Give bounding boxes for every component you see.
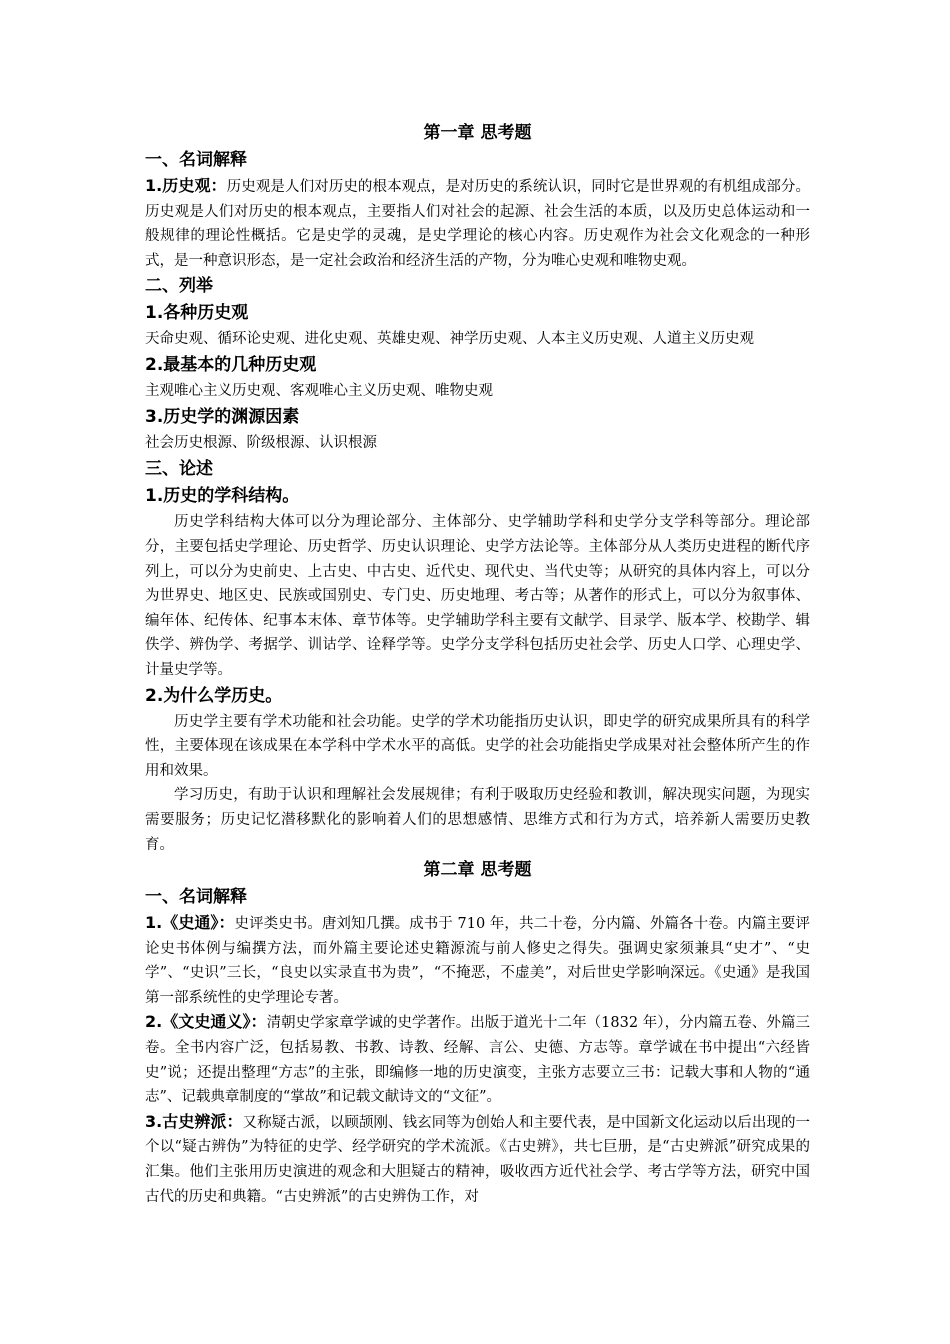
ch1-section-essay: 三、论述 (145, 459, 213, 480)
ch1-section-terms: 一、名词解释 (145, 150, 247, 170)
ch2-section-terms: 一、名词解释 (145, 887, 247, 908)
list-1-title: 1.各种历史观 (145, 303, 249, 324)
essay-1-paragraph: 历史学科结构大体可以分为理论部分、主体部分、史学辅助学科和史学分支学科等部分。理论部分，主要包括史学理论、历史哲学、历史认识理论、史学方法论等。主体部分从人类历史进程的断代序列上，可以分为史前史、上古史、中古史、近代史、现代史、当代史等；从研究的具体内容上，可以分为世界史、地区史、民族或国别史、专门史、历史地理、考古等；从著作的形式上，可以分为叙事体、编年体、纪传体、纪事本末体、章节体等。史学辅助学科主要有文献学、目录学、版本学、校勘学、辑佚学、辨伪学、考据学、训诂学、诠释学等。史学分支学科包括历史社会学、历史人口学、心理史学、计量史学等。 (145, 514, 810, 678)
ch2-term-3 (145, 1110, 810, 1209)
term-label: 1.《史通》： (145, 913, 235, 933)
essay-2-paragraph-2: 学习历史，有助于认识和理解社会发展规律；有利于吸取历史经验和教训，解决现实问题，为现实需要服务；历史记忆潜移默化的影响着人们的思想感情、思维方式和行为方式，培养新人需要历史教育。 (145, 787, 810, 853)
list-3-title: 3.历史学的渊源因素 (145, 407, 300, 428)
list-3-text: 社会历史根源、阶级根源、认识根源 (145, 435, 377, 452)
term-definition: 又称疑古派，以顾颉刚、钱玄同等为创始人和主要代表，是中国新文化运动以后出现的一个以“疑古辨伪”为特征的史学、经学研究的学术流派。《古史辨》，共七巨册，是“古史辨派”研究成果的汇集。他们主张用历史演进的观念和大胆疑古的精神，吸收西方近代社会学、考古学等方法，研究中国古代的历史和典籍。“古史辨派”的古史辨伪工作，对 (145, 1114, 810, 1205)
essay-2-title: 2.为什么学历史。 (145, 685, 283, 706)
term-definition: 清朝史学家章学诚的史学著作。出版于道光十二年（1832 年），分内篇五卷、外篇三卷。全书内容广泛，包括易教、书教、诗教、经解、言公、史德、方志等。章学诚在书中提出“六经皆史”说；还提出整理“方志”的主张，即编修一地的历史演变，主张方志要立三书：记载大事和人物的“通志”、记载典章制度的“掌故”和记载文献诗文的“文征”。 (145, 1015, 810, 1106)
term-label: 3.古史辨派： (145, 1111, 243, 1131)
ch1-section-list: 二、列举 (145, 276, 213, 297)
term-definition: 史评类史书。唐刘知几撰。成书于 710 年，共二十卷，分内篇、外篇各十卷。内篇主要评论史书体例与编撰方法，而外篇主要论述史籍源流与前人修史之得失。强调史家须兼具“史才”、“史学”、“史识”三长，“良史以实录直书为贵”，“不掩恶，不虚美”，对后世史学影响深远。《史通》是我国第一部系统性的史学理论专著。 (145, 916, 810, 1006)
ch2-term-1 (145, 911, 810, 1010)
term-label: 2.《文史通义》： (145, 1012, 267, 1032)
list-1-text: 天命史观、循环论史观、进化史观、英雄史观、神学历史观、人本主义历史观、人道主义历史观 (145, 331, 754, 348)
ch1-term-1 (145, 174, 810, 273)
list-2-text: 主观唯心主义历史观、客观唯心主义历史观、唯物史观 (145, 383, 493, 400)
ch2-term-2 (145, 1010, 810, 1109)
essay-2-paragraph-1: 历史学主要有学术功能和社会功能。史学的学术功能指历史认识，即史学的研究成果所具有的科学性，主要体现在该成果在本学科中学术水平的高低。史学的社会功能指史学成果对社会整体所产生的作用和效果。 (145, 713, 810, 779)
document-page (145, 120, 810, 1209)
list-2-title: 2.最基本的几种历史观 (145, 355, 317, 376)
term-label: 1.历史观： (145, 176, 227, 195)
term-definition: 历史观是人们对历史的根本观点，是对历史的系统认识，同时它是世界观的有机组成部分。历史观是人们对历史的根本观点，主要指人们对社会的起源、社会生活的本质，以及历史总体运动和一般规律的理论性概括。它是史学的灵魂，是史学理论的核心内容。历史观作为社会文化观念的一种形式，是一种意识形态，是一定社会政治和经济生活的产物，分为唯心史观和唯物史观。 (145, 179, 811, 269)
essay-1-title: 1.历史的学科结构。 (145, 486, 300, 507)
chapter-2-title: 第二章 思考题 (423, 860, 532, 881)
chapter-1-title: 第一章 思考题 (423, 123, 532, 143)
